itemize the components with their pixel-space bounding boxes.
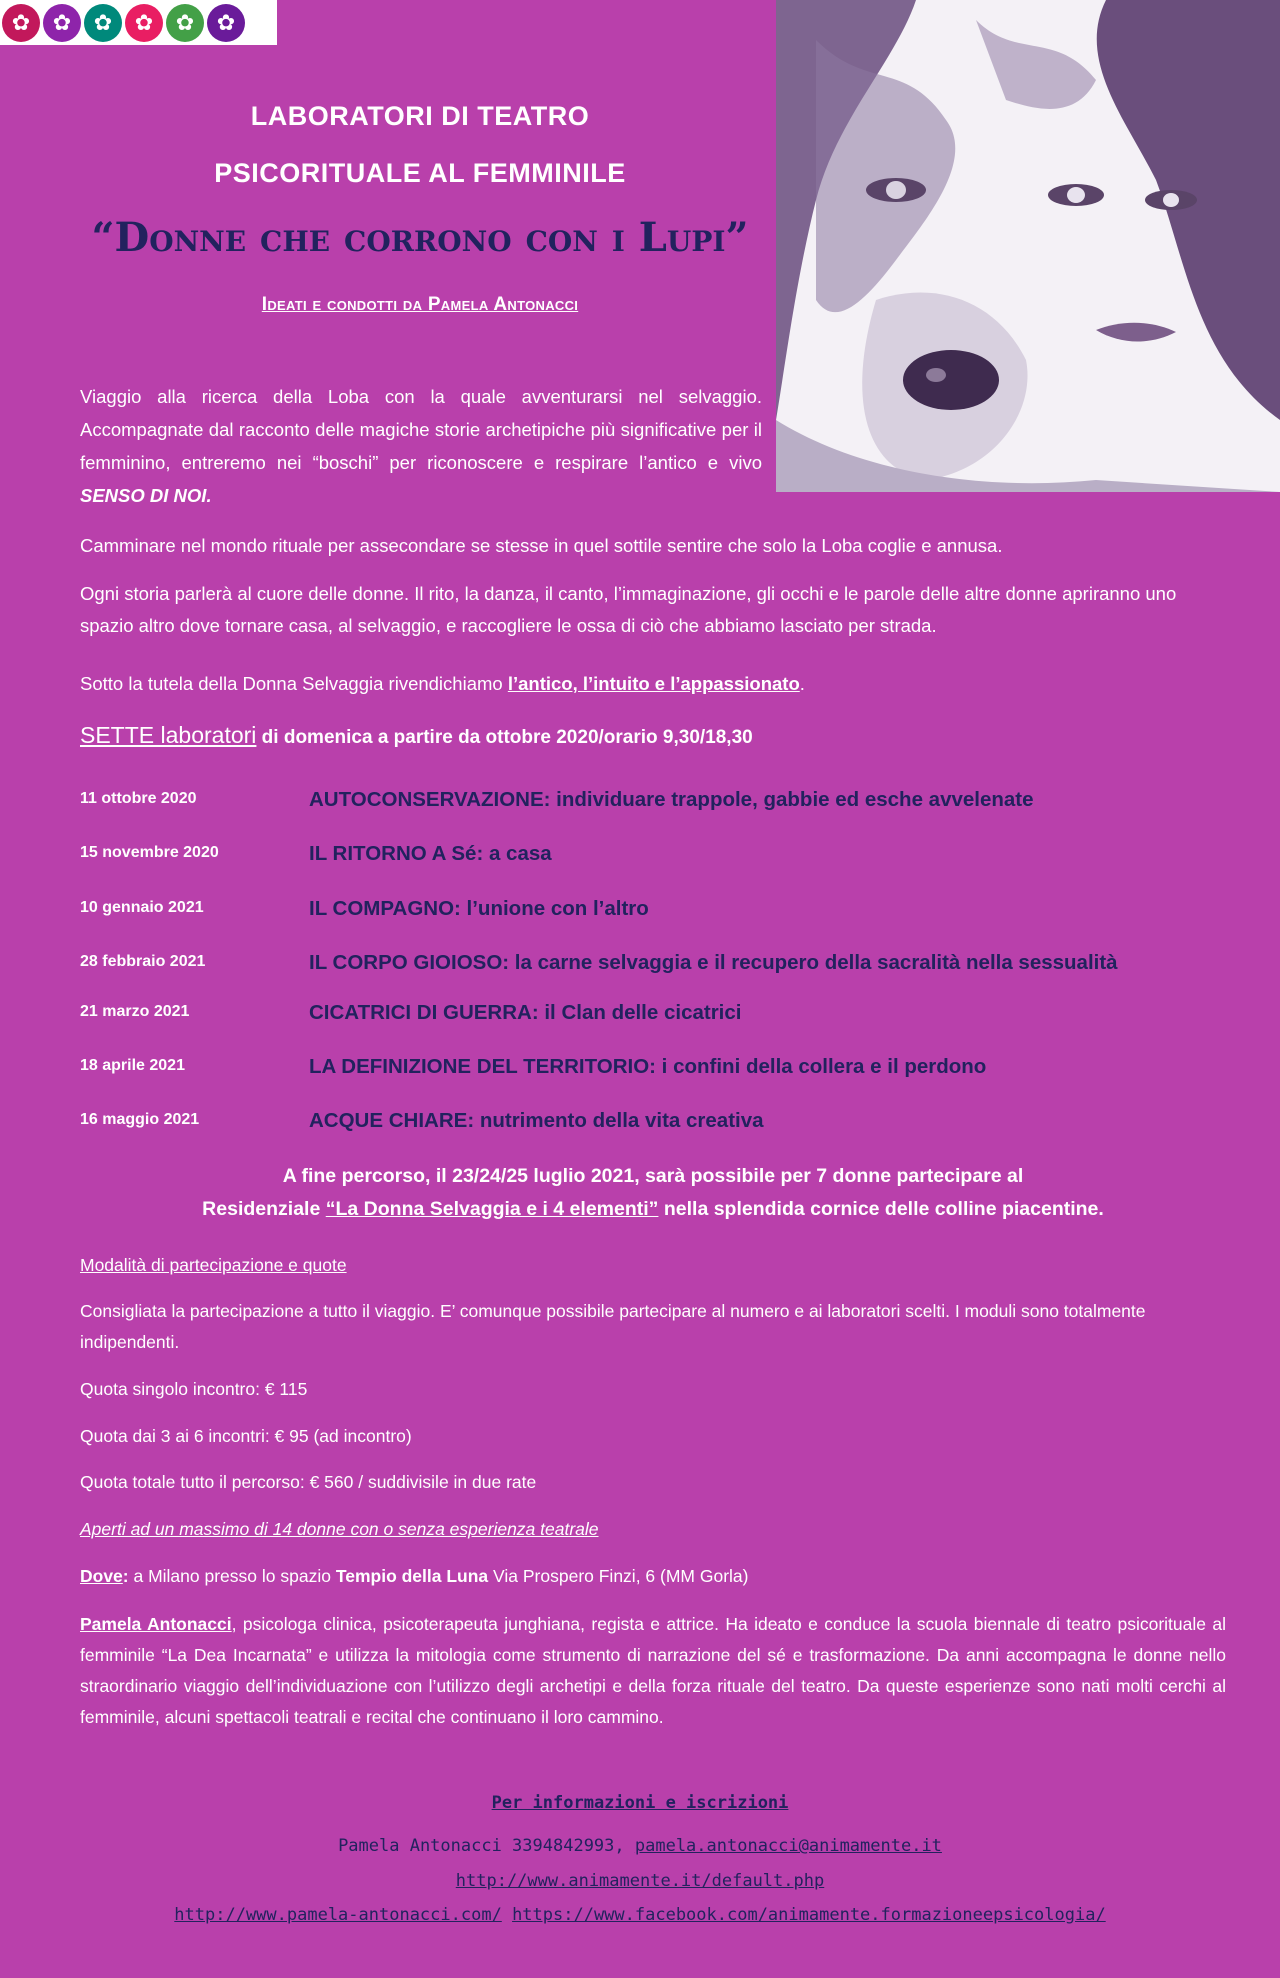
schedule-title: ACQUE CHIARE: nutrimento della vita creativa [309, 1109, 764, 1132]
schedule-title: IL COMPAGNO: l’unione con l’altro [309, 897, 649, 920]
intro-text: Viaggio alla ricerca della Loba con la quale avventurarsi nel selvaggio. Accompagnate dal racconto delle magiche storie archetipiche più significative per il femminino, entreremo nei “boschi” per riconoscere e respirare l’antico e vivo [80, 386, 762, 473]
schedule-date: 21 marzo 2021 [80, 1003, 190, 1020]
finale-line-2-end: nella splendida cornice delle colline piacentine. [658, 1198, 1104, 1220]
title-line-2: PSICORITUALE AL FEMMINILE [214, 158, 626, 188]
facebook-link[interactable]: https://www.facebook.com/animamente.formazioneepsicologia/ [512, 1905, 1106, 1925]
contact-name-phone: Pamela Antonacci 3394842993, [338, 1836, 635, 1856]
dove-start: a Milano presso lo spazio [128, 1566, 336, 1586]
title-line-1: LABORATORI DI TEATRO [250, 101, 590, 131]
dove-end: Via Prospero Finzi, 6 (MM Gorla) [488, 1566, 749, 1586]
schedule-date: 16 maggio 2021 [80, 1111, 200, 1128]
dancing-figure-icon: ✿ [2, 4, 40, 42]
aperti-note: Aperti ad un massimo di 14 donne con o senza esperienza teatrale [80, 1519, 599, 1539]
finale-line-2 [80, 1193, 1226, 1226]
schedule-title: IL RITORNO A Sé: a casa [309, 842, 552, 865]
intro-emphasis: SENSO DI NOI [80, 485, 207, 506]
main-title: “Donne che corrono con i Lupi” [91, 214, 749, 261]
paragraph-3-start: Sotto la tutela della Donna Selvaggia rivendichiamo [80, 673, 508, 694]
intro-paragraph [80, 380, 762, 512]
title-block [80, 88, 760, 316]
dancing-figure-icon: ✿ [84, 4, 122, 42]
bio-text: , psicologa clinica, psicoterapeuta junghiana, regista e attrice. Ha ideato e conduce la scuola biennale di teatro psicorituale al femminile “La Dea Incarnata” e utilizza la mitologia come strumento di narrazione del sé e trasformazione. Da anni accompagna le donne nello straordinario viaggio dell’individuazione con l’utilizzo degli archetipi e della forza rituale del teatro. Da queste esperienze sono nati molti cerchi al femminile, alcuni spettacoli teatrali e recital che continuano il loro cammino. [80, 1614, 1226, 1727]
paragraph-3-link: l’antico, l’intuito e l’appassionato [507, 673, 800, 694]
dove-line [80, 1561, 1226, 1592]
quota-multi: Quota dai 3 ai 6 incontri: € 95 (ad incontro) [80, 1426, 412, 1446]
quota-totale: Quota totale tutto il percorso: € 560 / suddivisile in due rate [80, 1472, 537, 1492]
residenziale-link: “La Donna Selvaggia e i 4 elementi” [325, 1198, 659, 1220]
dancing-figure-icon: ✿ [166, 4, 204, 42]
schedule-title: AUTOCONSERVAZIONE: individuare trappole, gabbie ed esche avvelenate [309, 788, 1034, 811]
wolf-woman-photo [776, 0, 1280, 492]
dancing-figure-icon: ✿ [43, 4, 81, 42]
modalita-text: Consigliata la partecipazione a tutto il viaggio. E’ comunque possibile partecipare al numero e ai laboratori scelti. I moduli sono totalmente indipendenti. [80, 1301, 1146, 1352]
paragraph-3-end: . [799, 673, 805, 694]
paragraph-1: Camminare nel mondo rituale per assecondare se stesse in quel sottile sentire che solo la Loba coglie e annusa. [80, 535, 1003, 556]
schedule-date: 15 novembre 2020 [80, 844, 219, 861]
personal-site-link[interactable]: http://www.pamela-antonacci.com/ [174, 1905, 502, 1925]
finale-block [80, 1160, 1226, 1226]
email-link[interactable]: pamela.antonacci@animamente.it [634, 1836, 942, 1856]
bio-name: Pamela Antonacci [80, 1614, 232, 1634]
dove-label: Dove [80, 1566, 123, 1586]
contact-heading: Per informazioni e iscrizioni [491, 1793, 789, 1813]
intro-end: . [206, 485, 212, 506]
dove-place: Tempio della Luna [335, 1566, 489, 1586]
modalita-heading: Modalità di partecipazione e quote [80, 1255, 347, 1275]
paragraph-3 [80, 668, 1226, 700]
schedule-title: CICATRICI DI GUERRA: il Clan delle cicatrici [309, 1001, 742, 1024]
subtitle: Ideati e condotti da Pamela Antonacci [261, 294, 579, 315]
schedule-title: IL CORPO GIOIOSO: la carne selvaggia e il recupero della sacralità nella sessualità [309, 951, 1118, 974]
url-line-1 [0, 1871, 1280, 1891]
quota-singolo: Quota singolo incontro: € 115 [80, 1379, 308, 1399]
schedule-date: 11 ottobre 2020 [80, 790, 197, 807]
sette-big: SETTE laboratori [80, 722, 257, 748]
sette-heading [80, 722, 753, 749]
dancing-figure-icon: ✿ [125, 4, 163, 42]
contact-line [0, 1836, 1280, 1856]
url-line-2 [0, 1905, 1280, 1925]
schedule-title: LA DEFINIZIONE DEL TERRITORIO: i confini della collera e il perdono [309, 1055, 987, 1078]
finale-line-2-start: Residenziale [202, 1198, 326, 1220]
schedule-date: 18 aprile 2021 [80, 1057, 185, 1074]
sette-rest: di domenica a partire da ottobre 2020/orario 9,30/18,30 [256, 727, 753, 748]
dancing-figure-icon: ✿ [207, 4, 245, 42]
dove-colon: : [122, 1566, 129, 1586]
website-link[interactable]: http://www.animamente.it/default.php [455, 1871, 825, 1891]
schedule-date: 10 gennaio 2021 [80, 899, 204, 916]
finale-line-1: A fine percorso, il 23/24/25 luglio 2021, sarà possibile per 7 donne partecipare al [282, 1165, 1024, 1187]
schedule-date: 28 febbraio 2021 [80, 953, 206, 970]
logo-strip [0, 0, 277, 45]
bio-paragraph [80, 1609, 1226, 1733]
paragraph-2: Ogni storia parlerà al cuore delle donne. Il rito, la danza, il canto, l’immaginazione, gli occhi e le parole delle altre donne apriranno uno spazio altro dove tornare casa, al selvaggio, e raccogliere le ossa di ciò che abbiamo lasciato per strada. [80, 583, 1177, 636]
